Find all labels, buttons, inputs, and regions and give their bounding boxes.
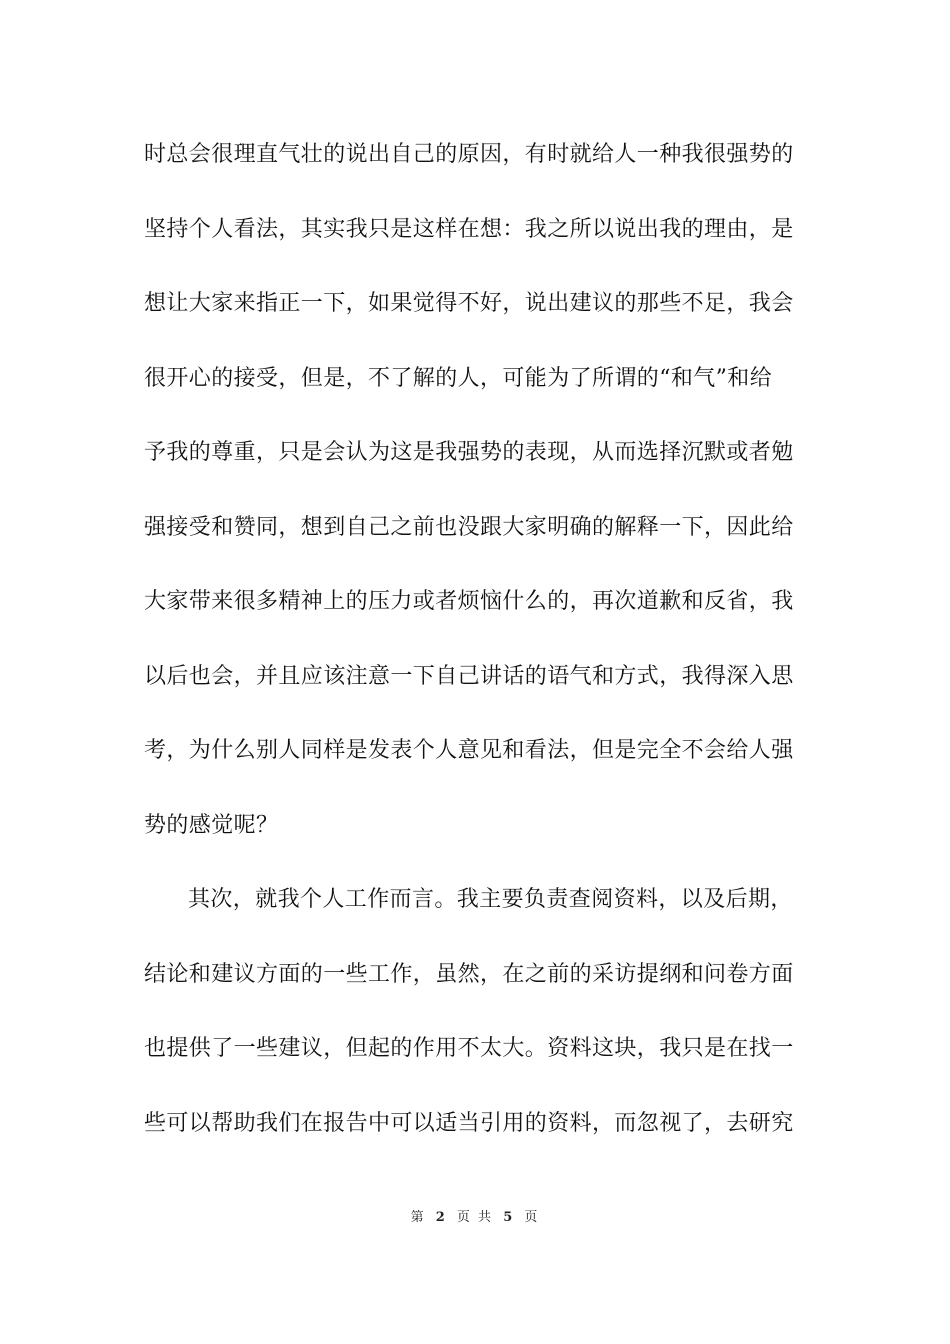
- footer-prefix: 第: [410, 1210, 426, 1225]
- footer-middle: 页 共: [456, 1210, 494, 1225]
- paragraph-start-line: 其次，就我个人工作而言。我主要负责查阅资料，以及后期，: [188, 887, 793, 912]
- text-line: 势的感觉呢？: [144, 812, 279, 838]
- text-line: 结论和建议方面的一些工作，虽然，在之前的采访提纲和问卷方面: [144, 961, 794, 987]
- text-line: 予我的尊重，只是会认为这是我强势的表现，从而选择沉默或者勉: [144, 440, 794, 465]
- body-text: [144, 134, 824, 1177]
- total-pages-number: 5: [503, 1210, 515, 1225]
- page-footer: [0, 1206, 950, 1225]
- text-line: 也提供了一些建议，但起的作用不太大。资料这块，我只是在找一: [144, 1036, 794, 1061]
- footer-suffix: 页: [524, 1210, 540, 1225]
- text-line: 大家带来很多精神上的压力或者烦恼什么的，再次道歉和反省，我: [144, 589, 794, 614]
- current-page-number: 2: [435, 1210, 447, 1225]
- text-line: 想让大家来指正一下，如果觉得不好，说出建议的那些不足，我会: [144, 291, 794, 316]
- text-line: 以后也会，并且应该注意一下自己讲话的语气和方式，我得深入思: [144, 663, 794, 689]
- text-line: 些可以帮助我们在报告中可以适当引用的资料，而忽视了，去研究: [144, 1110, 794, 1136]
- text-line: 很开心的接受，但是，不了解的人，可能为了所谓的“和气”和给: [144, 365, 773, 391]
- text-line: 坚持个人看法，其实我只是这样在想：我之所以说出我的理由，是: [144, 216, 794, 242]
- text-line: 时总会很理直气壮的说出自己的原因，有时就给人一种我很强势的: [144, 142, 794, 167]
- text-line: 强接受和赞同，想到自己之前也没跟大家明确的解释一下，因此给: [144, 514, 794, 540]
- text-line: 考，为什么别人同样是发表个人意见和看法，但是完全不会给人强: [144, 738, 794, 763]
